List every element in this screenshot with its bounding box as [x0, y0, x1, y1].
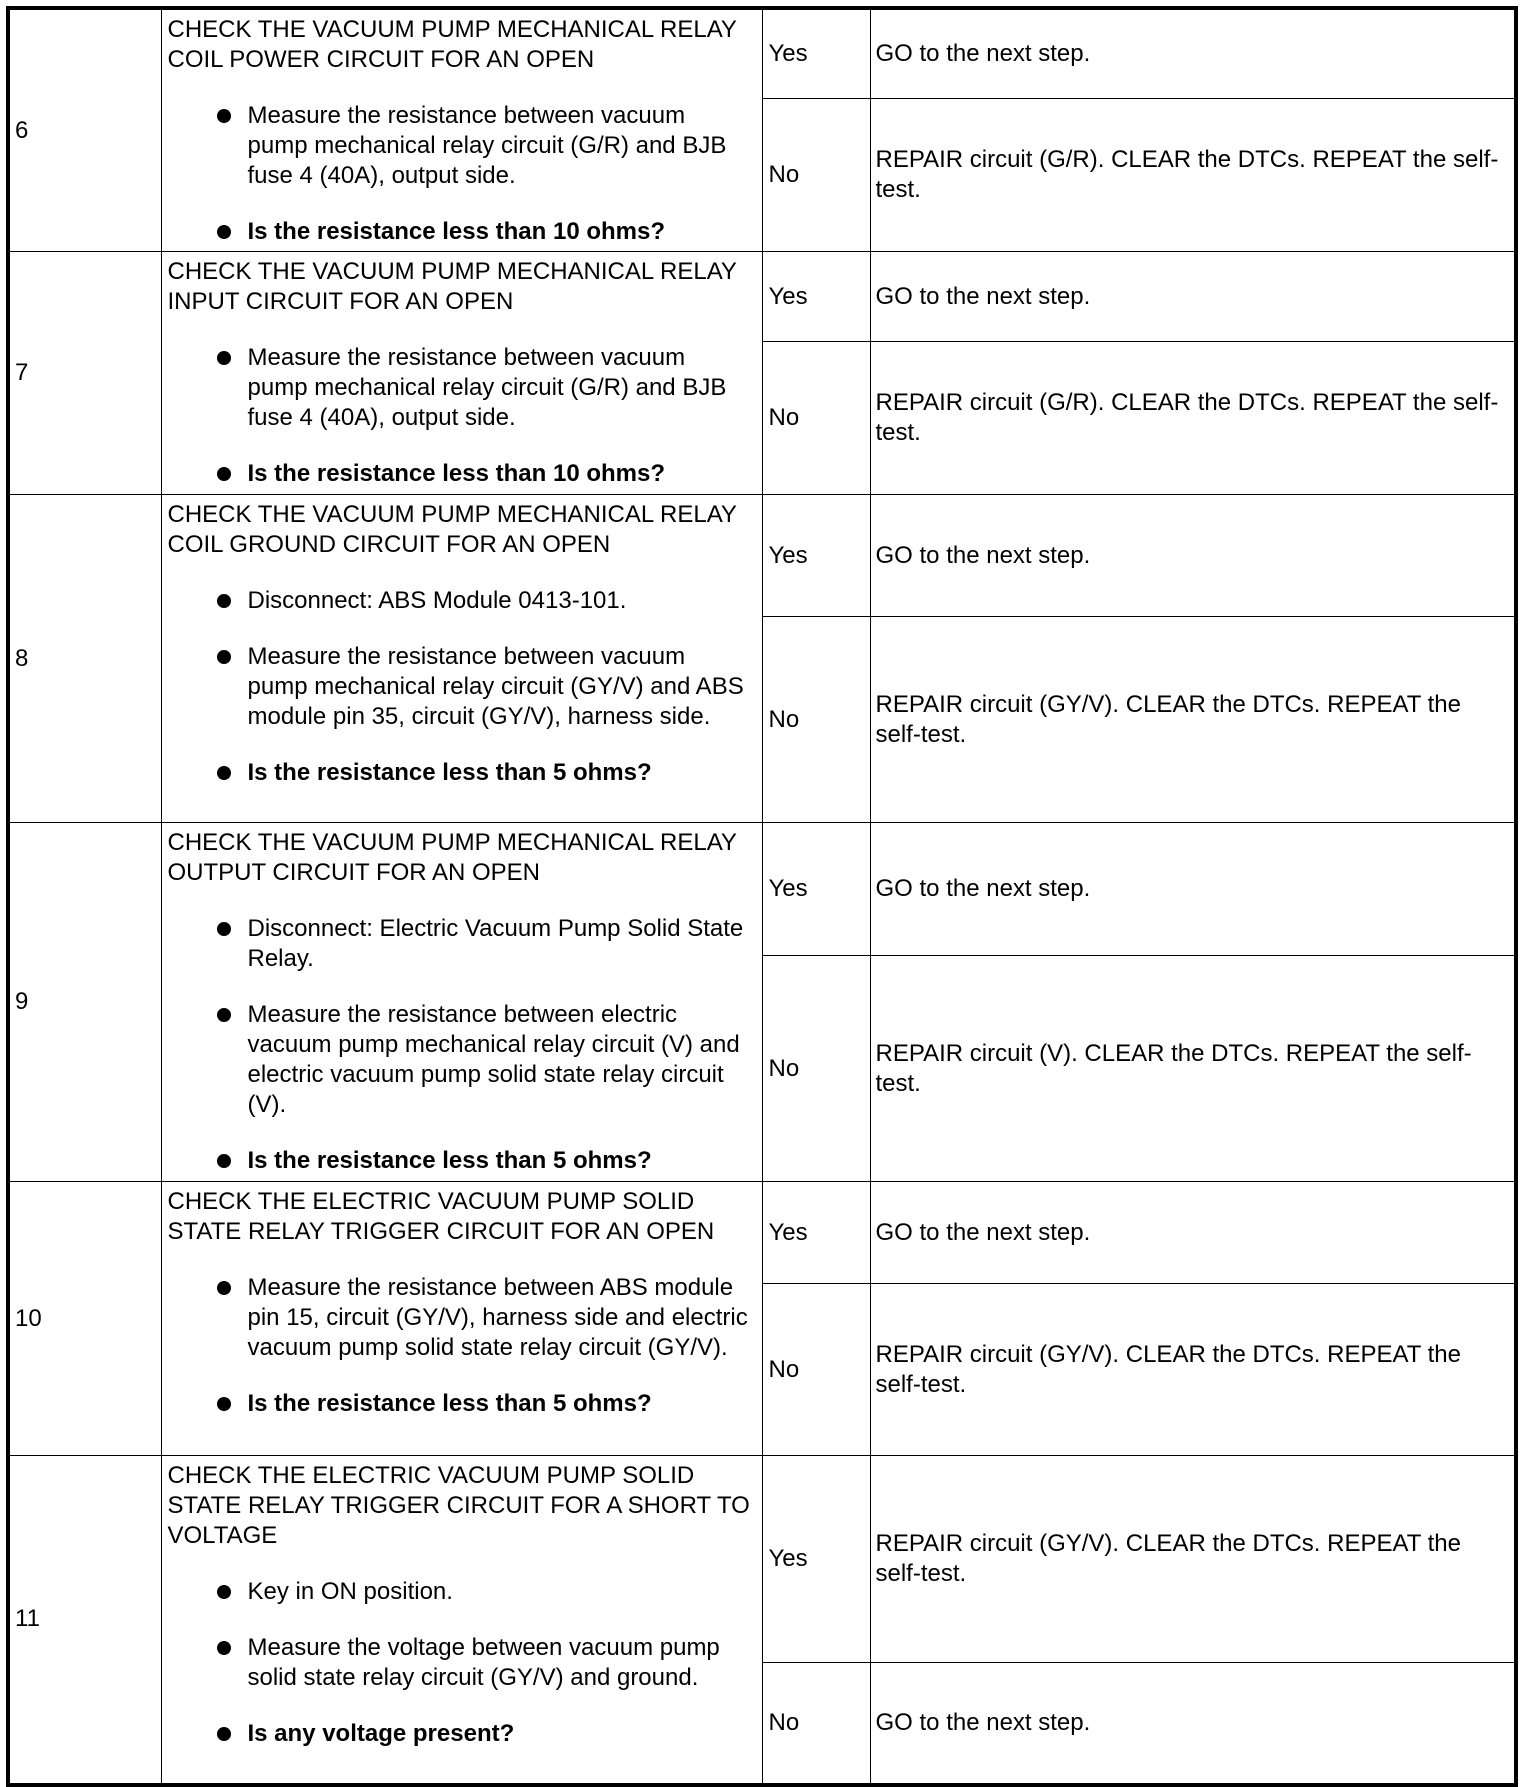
test-procedure: [161, 252, 762, 495]
instruction-list: [168, 586, 752, 788]
result-yes-action: GO to the next step.: [870, 1182, 1516, 1284]
result-no-label: No: [762, 956, 870, 1182]
instruction-list: [168, 343, 752, 489]
result-yes-label: Yes: [762, 495, 870, 617]
step-row-6-yes: [8, 8, 1516, 98]
step-number: 11: [8, 1456, 161, 1785]
test-question: Is the resistance less than 10 ohms?: [168, 459, 752, 489]
result-no-label: No: [762, 1663, 870, 1785]
instruction-item: Measure the resistance between vacuum pump mechanical relay circuit (GY/V) and ABS module pin 35, circuit (GY/V), harness side.: [168, 642, 752, 732]
instruction-list: [168, 914, 752, 1176]
result-no-action: REPAIR circuit (V). CLEAR the DTCs. REPEAT the self-test.: [870, 956, 1516, 1182]
test-question: Is the resistance less than 5 ohms?: [168, 1146, 752, 1176]
step-number: 7: [8, 252, 161, 495]
test-question: Is any voltage present?: [168, 1719, 752, 1749]
test-title: CHECK THE ELECTRIC VACUUM PUMP SOLID STATE RELAY TRIGGER CIRCUIT FOR AN OPEN: [167, 1188, 715, 1245]
result-yes-action: GO to the next step.: [870, 252, 1516, 342]
instruction-item: Key in ON position.: [168, 1577, 752, 1607]
test-procedure: [161, 823, 762, 1182]
instruction-list: [168, 101, 752, 247]
result-no-action: REPAIR circuit (G/R). CLEAR the DTCs. REPEAT the self-test.: [870, 98, 1516, 251]
instruction-list: [168, 1577, 752, 1749]
step-row-9-yes: [8, 823, 1516, 956]
result-yes-label: Yes: [762, 1456, 870, 1663]
test-question: Is the resistance less than 5 ohms?: [168, 758, 752, 788]
step-number: 10: [8, 1182, 161, 1456]
step-row-11-yes: [8, 1456, 1516, 1663]
test-procedure: [161, 495, 762, 823]
result-no-action: REPAIR circuit (G/R). CLEAR the DTCs. REPEAT the self-test.: [870, 342, 1516, 495]
instruction-item: Disconnect: ABS Module 0413-101.: [168, 586, 752, 616]
result-no-label: No: [762, 342, 870, 495]
instruction-item: Disconnect: Electric Vacuum Pump Solid State Relay.: [168, 914, 752, 974]
result-no-label: No: [762, 617, 870, 823]
result-yes-action: REPAIR circuit (GY/V). CLEAR the DTCs. REPEAT the self-test.: [870, 1456, 1516, 1663]
test-title: CHECK THE VACUUM PUMP MECHANICAL RELAY COIL POWER CIRCUIT FOR AN OPEN: [167, 16, 737, 73]
instruction-item: Measure the resistance between electric vacuum pump mechanical relay circuit (V) and electric vacuum pump solid state relay circuit (V).: [168, 1000, 752, 1120]
instruction-item: Measure the resistance between vacuum pump mechanical relay circuit (G/R) and BJB fuse 4 (40A), output side.: [168, 101, 752, 191]
instruction-item: Measure the voltage between vacuum pump solid state relay circuit (GY/V) and ground.: [168, 1633, 752, 1693]
step-number: 9: [8, 823, 161, 1182]
instruction-list: [168, 1273, 752, 1419]
result-no-label: No: [762, 98, 870, 251]
test-procedure: [161, 1456, 762, 1785]
test-title: CHECK THE VACUUM PUMP MECHANICAL RELAY OUTPUT CIRCUIT FOR AN OPEN: [167, 829, 737, 886]
step-number: 8: [8, 495, 161, 823]
diagnostic-test-table: [6, 6, 1518, 1787]
test-title: CHECK THE VACUUM PUMP MECHANICAL RELAY INPUT CIRCUIT FOR AN OPEN: [167, 258, 737, 315]
test-procedure: [161, 1182, 762, 1456]
test-title: CHECK THE VACUUM PUMP MECHANICAL RELAY COIL GROUND CIRCUIT FOR AN OPEN: [167, 501, 737, 558]
test-title: CHECK THE ELECTRIC VACUUM PUMP SOLID STATE RELAY TRIGGER CIRCUIT FOR A SHORT TO VOLTAGE: [167, 1462, 750, 1549]
test-question: Is the resistance less than 5 ohms?: [168, 1389, 752, 1419]
result-yes-label: Yes: [762, 1182, 870, 1284]
result-no-action: REPAIR circuit (GY/V). CLEAR the DTCs. REPEAT the self-test.: [870, 617, 1516, 823]
step-row-10-yes: [8, 1182, 1516, 1284]
instruction-item: Measure the resistance between ABS module pin 15, circuit (GY/V), harness side and electric vacuum pump solid state relay circuit (GY/V).: [168, 1273, 752, 1363]
test-question: Is the resistance less than 10 ohms?: [168, 217, 752, 247]
result-yes-action: GO to the next step.: [870, 8, 1516, 98]
result-no-action: GO to the next step.: [870, 1663, 1516, 1785]
test-procedure: [161, 8, 762, 252]
step-number: 6: [8, 8, 161, 252]
result-yes-action: GO to the next step.: [870, 495, 1516, 617]
result-yes-label: Yes: [762, 8, 870, 98]
result-yes-action: GO to the next step.: [870, 823, 1516, 956]
result-yes-label: Yes: [762, 252, 870, 342]
instruction-item: Measure the resistance between vacuum pump mechanical relay circuit (G/R) and BJB fuse 4 (40A), output side.: [168, 343, 752, 433]
result-no-label: No: [762, 1284, 870, 1456]
result-no-action: REPAIR circuit (GY/V). CLEAR the DTCs. REPEAT the self-test.: [870, 1284, 1516, 1456]
step-row-8-yes: [8, 495, 1516, 617]
result-yes-label: Yes: [762, 823, 870, 956]
step-row-7-yes: [8, 252, 1516, 342]
